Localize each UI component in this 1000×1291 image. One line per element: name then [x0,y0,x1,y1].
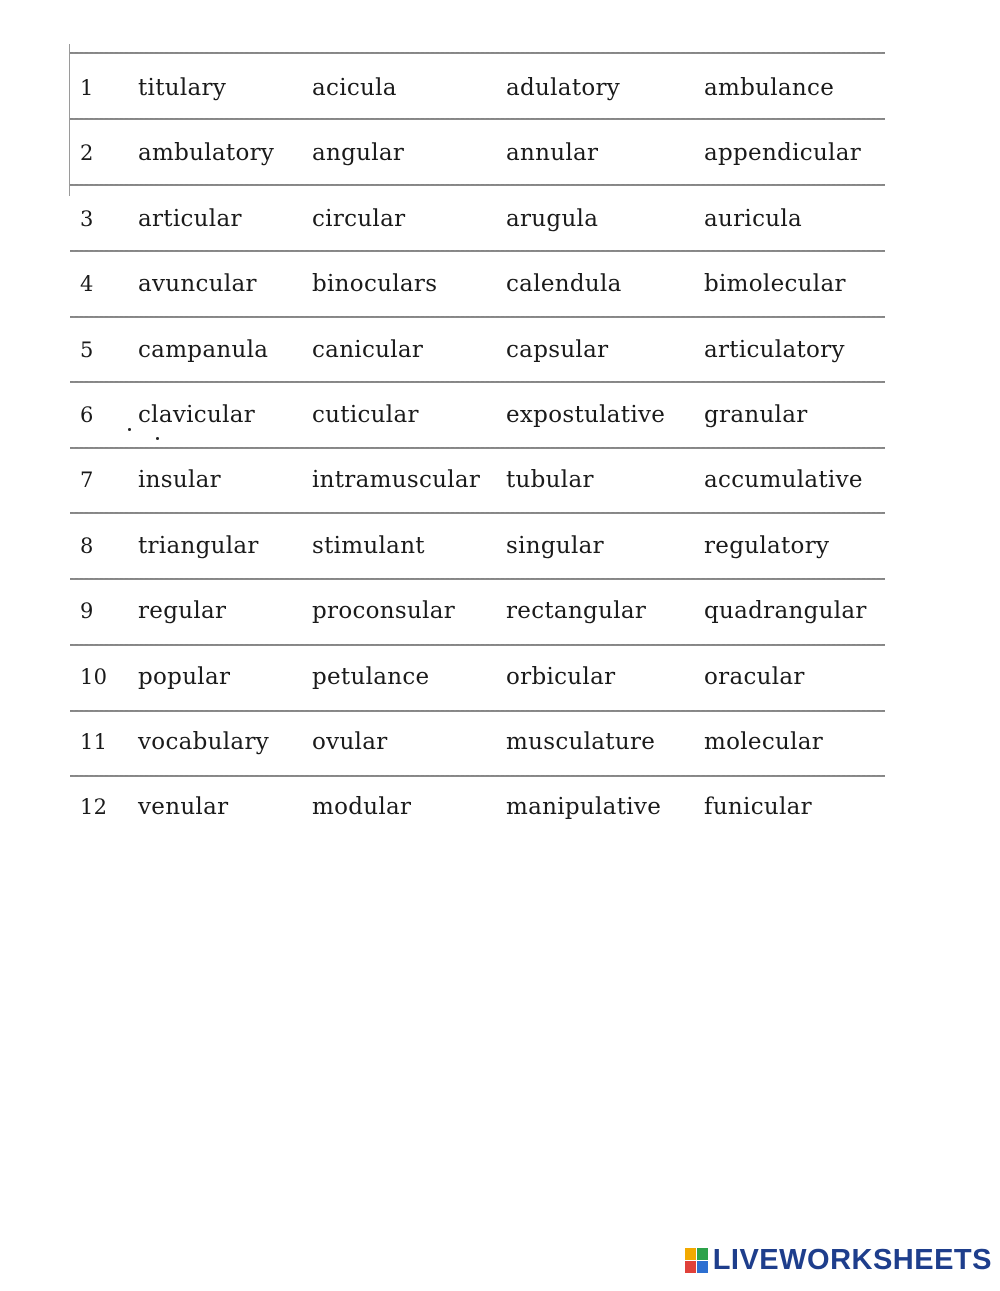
row-number: 5 [80,337,94,362]
word-cell: funicular [704,794,812,821]
word-cell: adulatory [506,75,621,101]
word-cell: calendula [506,271,622,298]
word-cell: campanula [138,336,269,363]
row-number: 11 [80,729,108,754]
table-row [70,575,885,640]
word-cell: vocabulary [138,728,270,755]
word-cell: clavicular [138,401,256,428]
liveworksheets-brand [685,1244,992,1277]
word-cell: musculature [506,728,656,755]
liveworksheets-logo-icon [685,1248,709,1274]
word-cell: circular [312,205,406,232]
table-row [70,183,885,248]
word-cell: arugula [506,205,599,232]
table-row [70,771,885,836]
word-cell: articulatory [704,336,845,363]
word-cell: ambulatory [138,140,275,167]
table-row [70,248,885,313]
table-row [70,314,885,379]
word-cell: manipulative [506,794,662,821]
word-cell: insular [138,467,221,494]
brand-name: LIVEWORKSHEETS [712,1244,992,1276]
word-cell: granular [704,401,808,428]
word-cell: bimolecular [704,271,846,298]
word-cell: stimulant [312,532,425,559]
word-cell: singular [506,532,604,559]
word-cell: tubular [506,467,594,494]
row-number: 2 [80,141,94,166]
table-row [70,641,885,706]
table-row [70,510,885,575]
word-cell: quadrangular [704,598,867,625]
row-number: 3 [80,206,94,231]
row-number: 9 [80,599,94,624]
table-row [70,379,885,444]
word-cell: articular [138,205,242,232]
word-cell: avuncular [138,271,257,298]
word-cell: orbicular [506,663,616,690]
word-cell: canicular [312,336,424,363]
word-cell: accumulative [704,467,863,494]
word-cell: molecular [704,728,824,755]
word-cell: auricula [704,205,803,232]
word-cell: ovular [312,728,388,755]
word-cell: expostulative [506,401,666,428]
word-cell: oracular [704,663,805,690]
word-cell: intramuscular [312,467,481,494]
word-cell: petulance [312,663,430,690]
word-table [70,52,885,837]
table-row [70,117,885,182]
row-number: 12 [80,795,108,820]
row-number: 4 [80,272,94,297]
word-cell: regulatory [704,532,830,559]
word-cell: proconsular [312,598,456,625]
word-cell: appendicular [704,140,862,167]
word-cell: annular [506,140,599,167]
word-cell: regular [138,598,227,625]
word-cell: popular [138,663,231,690]
word-cell: acicula [312,75,397,101]
word-cell: triangular [138,532,259,559]
word-cell: angular [312,140,405,167]
row-number: 10 [80,664,108,689]
table-row [70,444,885,509]
word-cell: ambulance [704,75,835,101]
word-cell: modular [312,794,412,821]
word-cell: venular [138,794,229,821]
row-number: 8 [80,533,94,558]
word-cell: rectangular [506,598,647,625]
table-row [70,706,885,771]
word-cell: cuticular [312,401,419,428]
row-number: 6 [80,402,94,427]
row-number: 7 [80,468,94,493]
word-cell: binoculars [312,271,438,298]
word-cell: capsular [506,336,609,363]
row-number: 1 [80,76,94,100]
word-cell: titulary [138,75,227,101]
table-row [70,52,885,117]
